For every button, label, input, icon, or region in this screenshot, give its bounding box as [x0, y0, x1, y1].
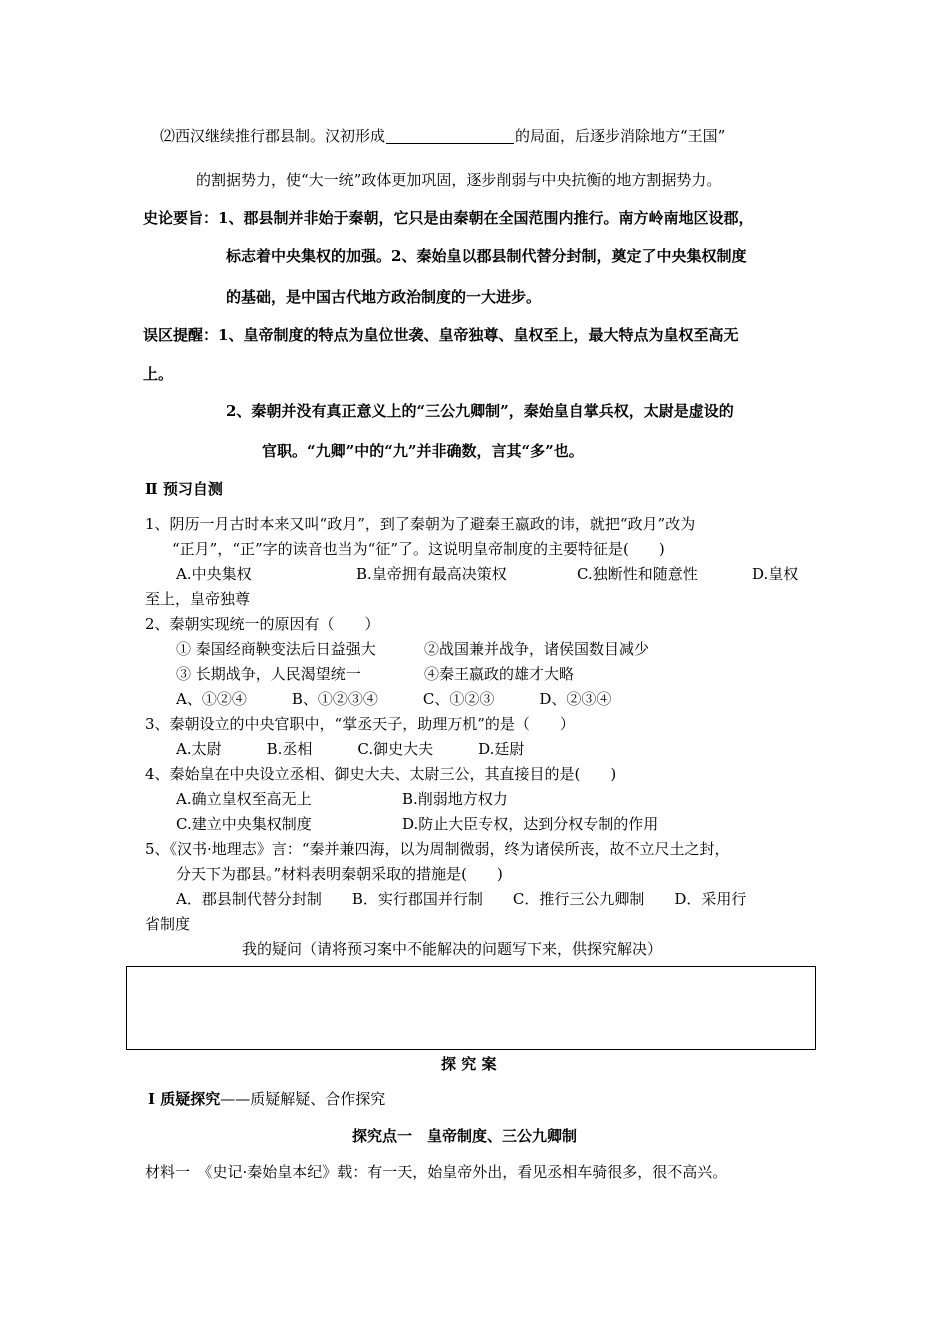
q2-statement-4: ④秦王嬴政的雄才大略	[424, 665, 575, 683]
inquiry-point-title: 探究点一 皇帝制度、三公九卿制	[352, 1127, 578, 1145]
inquiry-section-heading-bold: Ⅰ 质疑探究	[148, 1090, 221, 1108]
misconception-line-1: 误区提醒：1、皇帝制度的特点为皇位世袭、皇帝独尊、皇权至上，最大特点为皇权至高无	[143, 326, 739, 344]
q1-option-b[interactable]: B.皇帝拥有最高决策权	[356, 565, 507, 583]
q2-line-1: 2、秦朝实现统一的原因有（ ）	[145, 615, 380, 633]
q1-line-1: 1、阴历一月古时本来又叫“政月”，到了秦朝为了避秦王嬴政的讳，就把“政月”改为	[145, 515, 696, 533]
q5-choices-continued: 省制度	[145, 915, 191, 933]
q4-option-d[interactable]: D.防止大臣专权，达到分权专制的作用	[402, 815, 659, 833]
q4-option-a[interactable]: A.确立皇权至高无上	[176, 790, 312, 808]
q2-choices[interactable]: A、①②④ B、①②③④ C、①②③ D、②③④	[176, 690, 612, 708]
q4-option-c[interactable]: C.建立中央集权制度	[176, 815, 312, 833]
q4-option-b[interactable]: B.削弱地方权力	[402, 790, 508, 808]
intro-line-2: 的割据势力，使“大一统”政体更加巩固，逐步削弱与中央抗衡的地方割据势力。	[196, 171, 722, 189]
misconception-line-3: 2、秦朝并没有真正意义上的“三公九卿制”，秦始皇自掌兵权，太尉是虚设的	[226, 402, 734, 420]
key-points-line-1: 史论要旨：1、郡县制并非始于秦朝，它只是由秦朝在全国范围内推行。南方岭南地区设郡，	[143, 209, 754, 227]
key-points-line-3: 的基础，是中国古代地方政治制度的一大进步。	[226, 288, 542, 306]
q1-option-a[interactable]: A.中央集权	[176, 565, 252, 583]
q1-option-d-continued: 至上，皇帝独尊	[145, 590, 251, 608]
intro-line-1-end: 的局面，后逐步消除地方“王国”	[515, 127, 726, 145]
q5-choices[interactable]: A．郡县制代替分封制 B．实行郡国并行制 C．推行三公九卿制 D．采用行	[176, 890, 747, 908]
q1-line-2: “正月”，“正”字的读音也当为“征”了。这说明皇帝制度的主要特征是( )	[172, 540, 665, 558]
intro-line-1-start: ⑵西汉继续推行郡县制。汉初形成	[160, 127, 386, 145]
self-test-heading: Ⅱ 预习自测	[145, 480, 223, 498]
inquiry-section-heading-rest: ——质疑解疑、合作探究	[220, 1090, 386, 1108]
q2-statement-2: ②战国兼并战争，诸侯国数目减少	[424, 640, 650, 658]
misconception-line-4: 官职。“九卿”中的“九”并非确数，言其“多”也。	[262, 442, 584, 460]
material-1: 材料一 《史记·秦始皇本纪》载：有一天，始皇帝外出，看见丞相车骑很多，很不高兴。	[145, 1163, 728, 1181]
q2-statement-3: ③ 长期战争，人民渴望统一	[176, 665, 361, 683]
inquiry-section-heading	[148, 1089, 385, 1109]
q3-line-1: 3、秦朝设立的中央官职中，“掌丞天子，助理万机”的是（ ）	[145, 715, 575, 733]
fill-in-blank[interactable]	[386, 127, 514, 144]
q1-option-d[interactable]: D.皇权	[752, 565, 799, 583]
q3-choices[interactable]: A.太尉 B.丞相 C.御史大夫 D.廷尉	[176, 740, 525, 758]
q1-option-c[interactable]: C.独断性和随意性	[577, 565, 698, 583]
q2-statement-1: ① 秦国经商鞅变法后日益强大	[176, 640, 376, 658]
intro-line-1	[160, 126, 725, 146]
doubt-label: 我的疑问（请将预习案中不能解决的问题写下来，供探究解决）	[242, 940, 663, 958]
q5-line-1: 5、《汉书·地理志》言：“秦并兼四海，以为周制微弱，终为诸侯所丧，故不立尺土之封，	[145, 840, 730, 858]
misconception-line-2: 上。	[143, 365, 174, 383]
inquiry-title: 探 究 案	[441, 1055, 497, 1073]
doubt-answer-box[interactable]	[126, 966, 816, 1050]
q5-line-2: 分天下为郡县。”材料表明秦朝采取的措施是( )	[176, 865, 503, 883]
key-points-line-2: 标志着中央集权的加强。2、秦始皇以郡县制代替分封制，奠定了中央集权制度	[226, 247, 747, 265]
q4-line-1: 4、秦始皇在中央设立丞相、御史大夫、太尉三公，其直接目的是( )	[145, 765, 617, 783]
